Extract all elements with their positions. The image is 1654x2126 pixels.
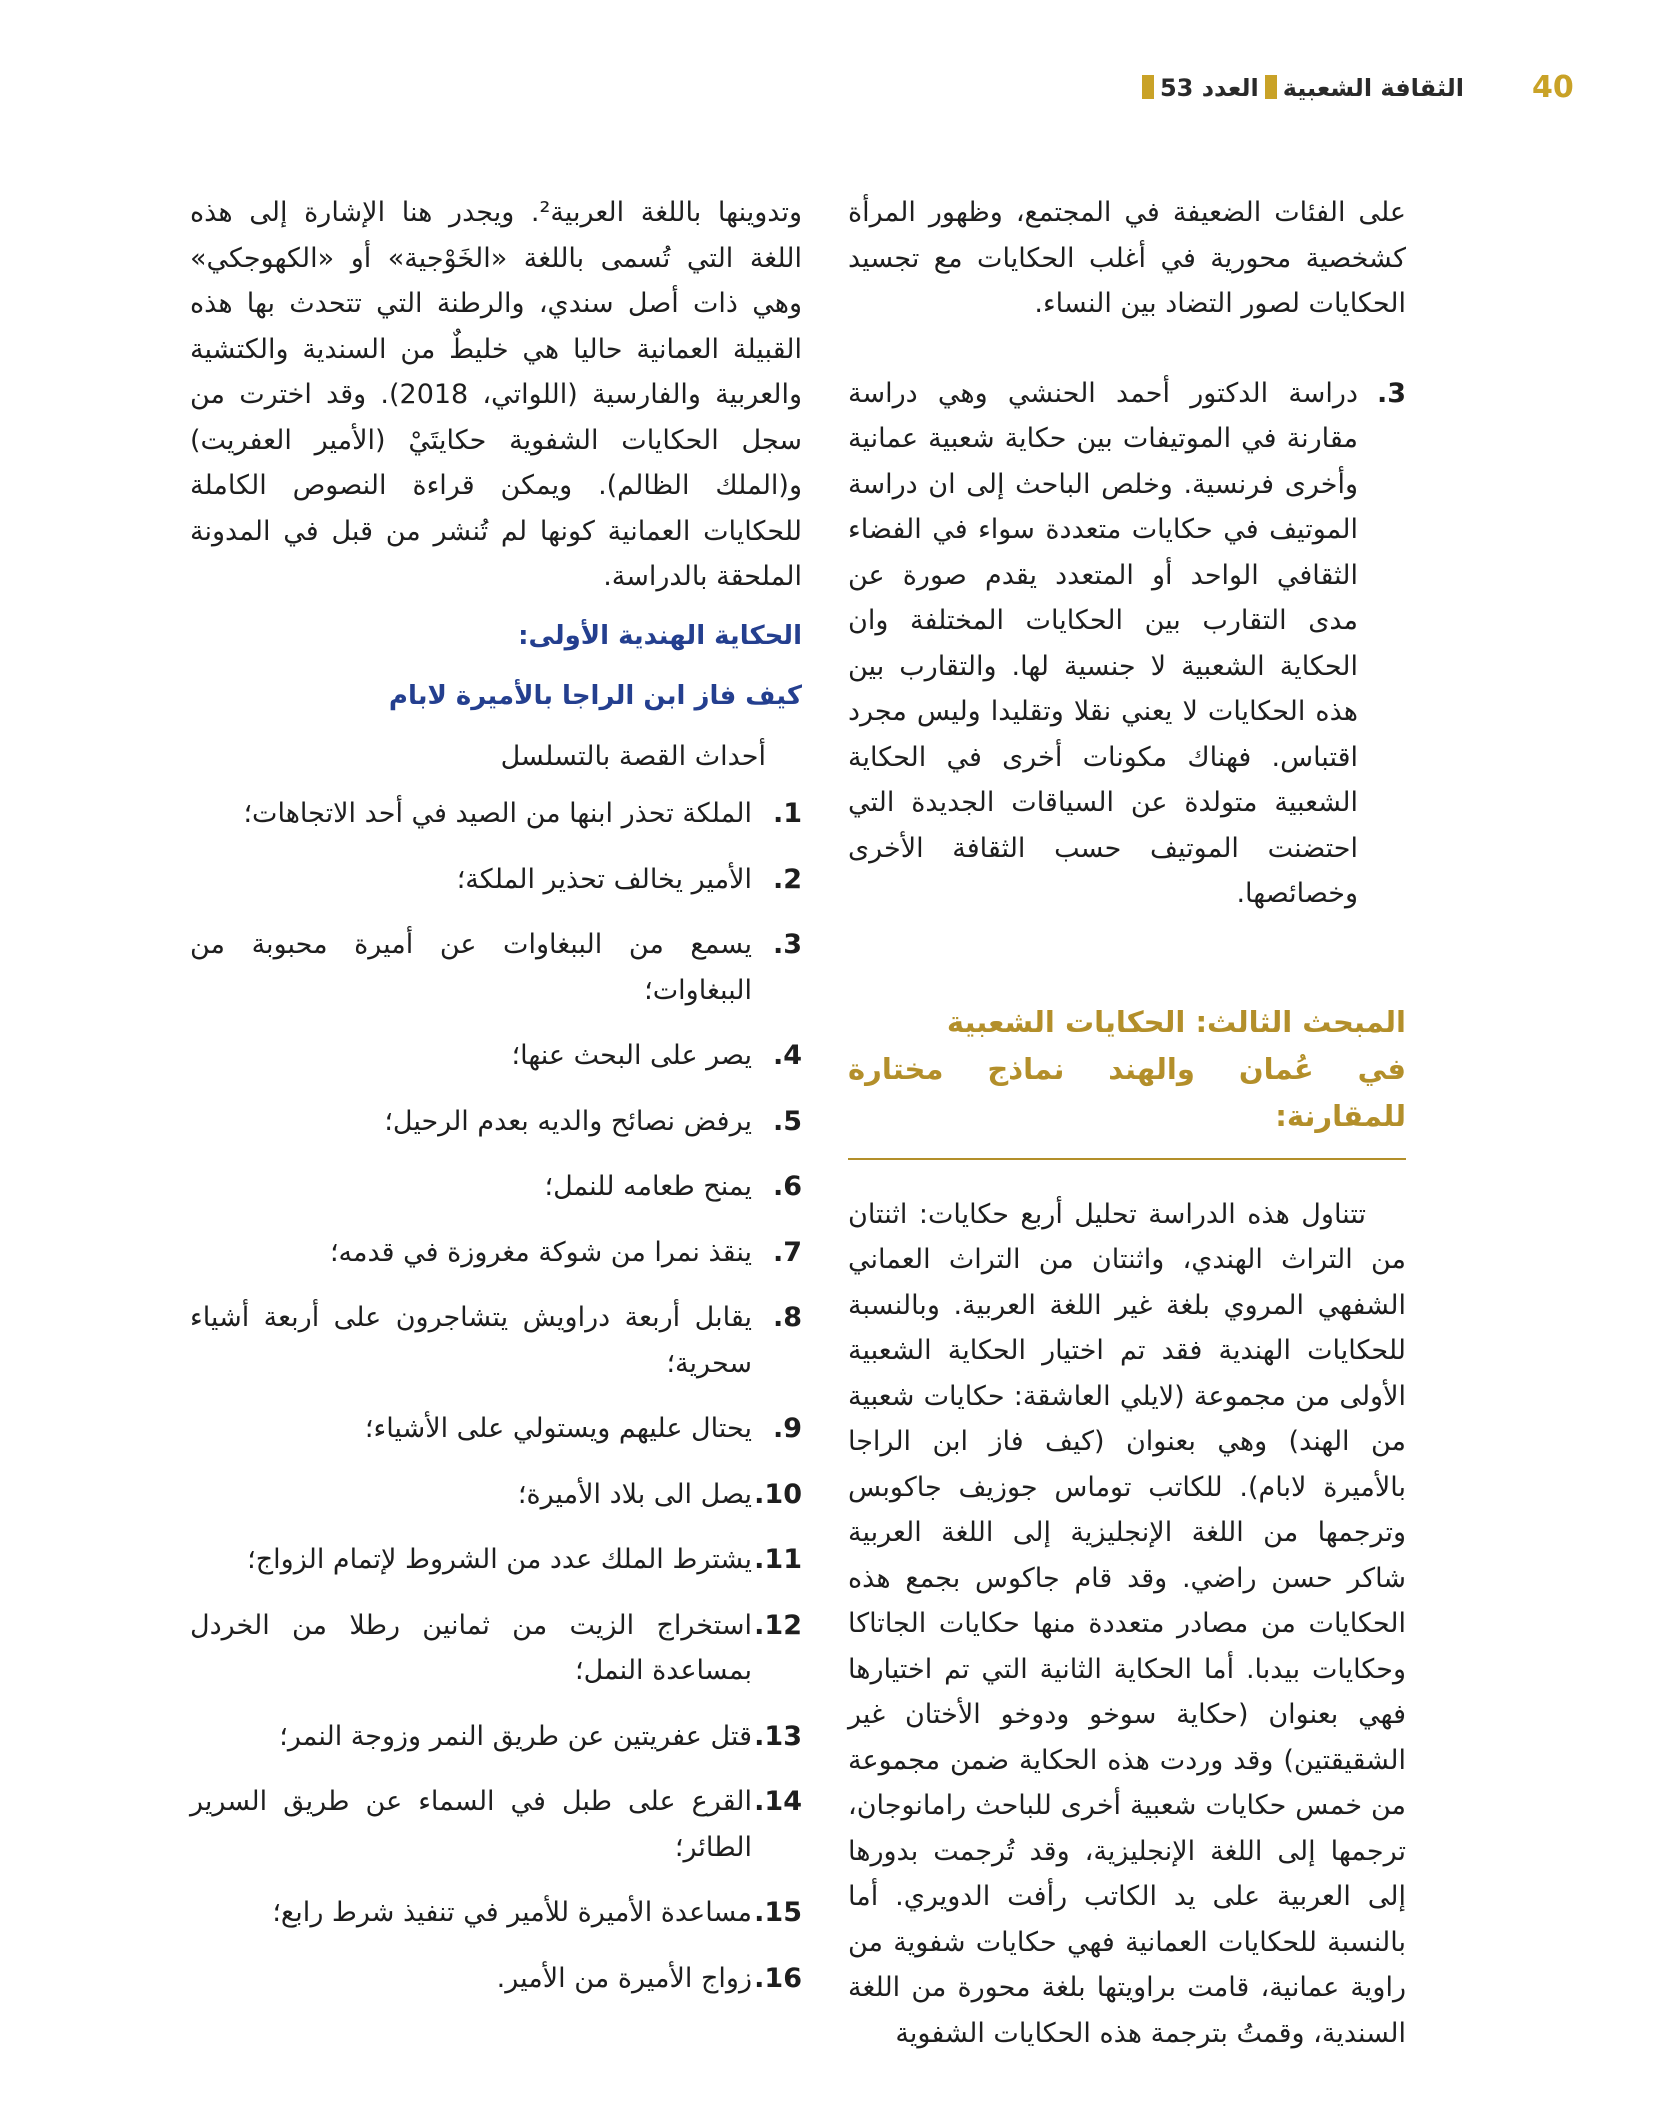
event-number: 2. <box>772 863 802 895</box>
section-heading-line: في عُمان والهند نماذج مختارة للمقارنة: <box>848 1051 1406 1133</box>
section-heading <box>848 999 1406 1160</box>
event-text: يصر على البحث عنها؛ <box>511 1040 752 1071</box>
event-text: الملكة تحذر ابنها من الصيد في أحد الاتجاهات؛ <box>243 798 752 829</box>
list-item <box>190 1603 802 1694</box>
event-number: 6. <box>772 1171 802 1202</box>
event-text: مساعدة الأميرة للأمير في تنفيذ شرط رابع؛ <box>272 1897 752 1928</box>
event-number: 13. <box>754 1720 802 1752</box>
event-text: يحتال عليهم ويستولي على الأشياء؛ <box>364 1413 752 1444</box>
events-title: أحداث القصة بالتسلسل <box>500 740 766 772</box>
list-item <box>190 1956 802 2002</box>
event-number: 10. <box>754 1478 802 1510</box>
list-item <box>190 1033 802 1079</box>
event-text: يرفض نصائح والديه بعدم الرحيل؛ <box>384 1105 752 1137</box>
event-number: 4. <box>772 1040 802 1071</box>
section-heading-line: المبحث الثالث: الحكايات الشعبية <box>946 1004 1406 1039</box>
list-item <box>190 1406 802 1452</box>
subheading: الحكاية الهندية الأولى: <box>518 620 802 651</box>
continued-paragraph: وتدوينها باللغة العربية². ويجدر هنا الإشارة إلى هذه اللغة التي تُسمى باللغة «الخَوْجية» أو «الكهوجكي» وهي ذات أصل سندي، والرطنة التي تتحدث بها هذه القبيلة العمانية حاليا هي خليطٌ من السندية والكتشية والعربية والفارسية (اللواتي، 2018). وقد اخترت من سجل الحكايات الشفوية حكايتَيْ (الأمير العفريت) و(الملك الظالم). ويمكن قراءة النصوص الكاملة للحكايات العمانية كونها لم تُنشر من قبل في المدونة الملحقة بالدراسة. <box>190 197 802 592</box>
event-number: 9. <box>772 1413 802 1444</box>
right-column <box>848 190 1406 2056</box>
item-text: دراسة الدكتور أحمد الحنشي وهي دراسة مقارنة في الموتيفات بين حكاية شعبية عمانية وأخرى فرنسية. وخلص الباحث إلى ان دراسة الموتيف في حكايات متعددة سواء في الفضاء الثقافي الواحد أو المتعدد يقدم صورة عن مدى التقارب بين الحكايات المختلفة وان الحكاية الشعبية لا جنسية لها. والتقارب بين هذه الحكايات لا يعني نقلا وتقليدا وليس مجرد اقتباس. فهناك مكونات أخرى في الحكاية الشعبية متولدة عن السياقات الجديدة التي احتضنت الموتيف حسب الثقافة الأخرى وخصائصها. <box>848 377 1358 909</box>
event-number: 8. <box>772 1302 802 1333</box>
list-item <box>190 857 802 903</box>
event-text: القرع على طبل في السماء عن طريق السرير الطائر؛ <box>190 1786 752 1863</box>
intro-paragraph: تتناول هذه الدراسة تحليل أربع حكايات: اثنتان من التراث الهندي، واثنتان من التراث العماني الشفهي المروي بلغة غير اللغة العربية. وبالنسبة للحكايات الهندية فقد تم اختيار الحكاية الشعبية الأولى من مجموعة (لايلي العاشقة: حكايات شعبية من الهند) وهي بعنوان (كيف فاز ابن الراجا بالأميرة لابام). للكاتب توماس جوزيف جاكوبس وترجمها من اللغة الإنجليزية إلى اللغة العربية شاكر حسن راضي. وقد قام جاكوس بجمع هذه الحكايات من مصادر متعددة منها حكايات الجاتاكا وحكايات بيدبا. أما الحكاية الثانية التي تم اختيارها فهي بعنوان (حكاية سوخو ودوخو الأختان غير الشقيقتين) وقد وردت هذه الحكاية ضمن مجموعة من خمس حكايات شعبية أخرى للباحث رامانوجان، ترجمها إلى اللغة الإنجليزية، وقد تُرجمت بدورها إلى العربية على يد الكاتب رأفت الدويري. أما بالنسبة للحكايات العمانية فهي حكايات شفوية من راوية عمانية، قامت براويتها بلغة محورة من اللغة السندية، وقمتُ بترجمة هذه الحكايات الشفوية <box>848 1198 1406 2049</box>
event-number: 11. <box>754 1544 802 1575</box>
event-number: 16. <box>754 1962 802 1994</box>
event-text: زواج الأميرة من الأمير. <box>496 1962 752 1994</box>
event-number: 1. <box>772 798 802 829</box>
list-item <box>190 1230 802 1276</box>
list-item <box>190 791 802 837</box>
list-item <box>190 1714 802 1760</box>
story-title: كيف فاز ابن الراجا بالأميرة لابام <box>388 680 802 711</box>
event-text: استخراج الزيت من ثمانين رطلا من الخردل بمساعدة النمل؛ <box>190 1609 752 1686</box>
issue-label: العدد 53 <box>1159 74 1259 102</box>
list-item <box>190 1164 802 1210</box>
event-number: 12. <box>754 1609 802 1641</box>
list-item <box>190 1099 802 1145</box>
event-text: ينقذ نمرا من شوكة مغروزة في قدمه؛ <box>329 1236 752 1268</box>
list-item <box>190 1779 802 1870</box>
running-title <box>1136 74 1464 102</box>
event-number: 3. <box>772 929 802 960</box>
list-item <box>190 1890 802 1936</box>
left-column <box>190 190 802 2021</box>
list-item <box>190 1295 802 1386</box>
separator-square-icon <box>1142 75 1154 99</box>
event-list <box>190 791 802 2001</box>
page-header <box>0 70 1654 110</box>
list-item <box>190 922 802 1013</box>
event-number: 14. <box>754 1786 802 1817</box>
event-number: 5. <box>772 1105 802 1137</box>
continued-paragraph: على الفئات الضعيفة في المجتمع، وظهور المرأة كشخصية محورية في أغلب الحكايات مع تجسيد الحكايات لصور التضاد بين النساء. <box>848 197 1406 319</box>
page-number: 40 <box>1532 70 1574 105</box>
separator-square-icon <box>1265 75 1277 99</box>
magazine-name: الثقافة الشعبية <box>1282 74 1464 102</box>
event-text: الأمير يخالف تحذير الملكة؛ <box>456 863 752 895</box>
event-text: قتل عفريتين عن طريق النمر وزوجة النمر؛ <box>279 1720 752 1752</box>
event-text: يصل الى بلاد الأميرة؛ <box>517 1478 752 1510</box>
list-item <box>190 1537 802 1583</box>
event-text: يمنح طعامه للنمل؛ <box>544 1171 752 1202</box>
event-text: يشترط الملك عدد من الشروط لإتمام الزواج؛ <box>247 1544 752 1575</box>
event-text: يقابل أربعة دراويش يتشاجرون على أربعة أشياء سحرية؛ <box>190 1302 752 1379</box>
event-number: 7. <box>772 1236 802 1268</box>
list-item <box>190 1472 802 1518</box>
numbered-study-item <box>848 371 1406 917</box>
item-number: 3. <box>1376 377 1406 409</box>
event-number: 15. <box>754 1897 802 1928</box>
event-text: يسمع من الببغاوات عن أميرة محبوبة من الببغاوات؛ <box>190 929 752 1006</box>
